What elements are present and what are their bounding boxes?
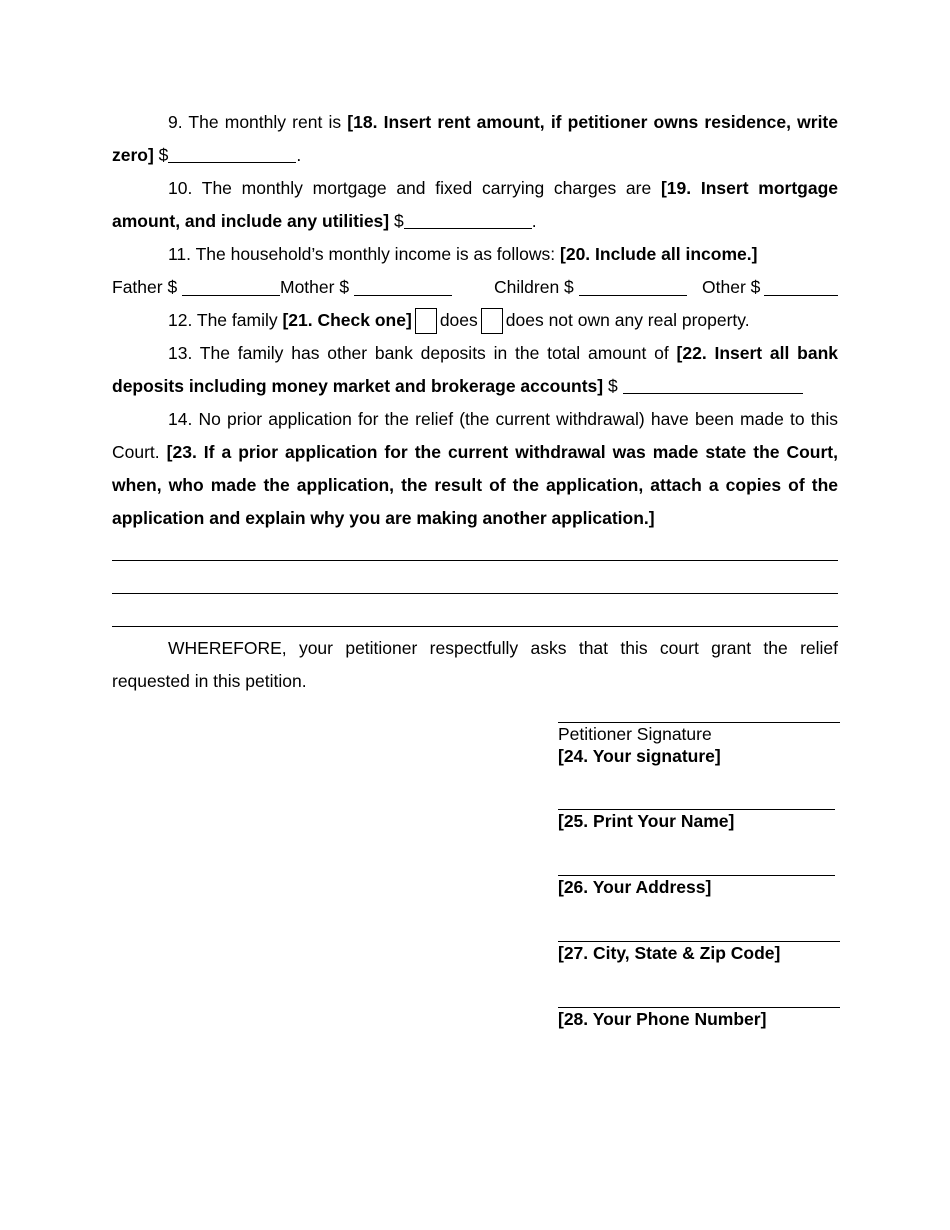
does-checkbox[interactable]: [415, 308, 437, 334]
income-row: [112, 271, 838, 304]
address-field-label: [26. Your Address]: [558, 877, 712, 897]
wherefore-block: [112, 632, 838, 698]
paragraph-13: 13. The family has other bank deposits in the total amount of [22. Insert all bank deposits including money market and brokerage accounts] $: [112, 343, 839, 396]
signature-field-label: [24. Your signature]: [558, 746, 721, 766]
signature-label: Petitioner Signature: [558, 724, 712, 744]
mother-income-label: Mother $: [280, 277, 350, 297]
wherefore-paragraph: WHEREFORE, your petitioner respectfully asks that this court grant the relief requested in this petition.: [112, 638, 838, 691]
other-income-blank[interactable]: [764, 278, 838, 296]
prior-application-line-1[interactable]: [112, 560, 838, 561]
other-income-label: Other $: [702, 277, 761, 297]
father-income-blank[interactable]: [182, 278, 280, 296]
father-income-label: Father $: [112, 277, 178, 297]
paragraph-12: 12. The family [21. Check one] does does not own any real property.: [112, 304, 838, 337]
paragraph-11: 11. The household’s monthly income is as follows: [20. Include all income.]: [168, 244, 758, 264]
name-block: [558, 809, 835, 832]
does-not-checkbox[interactable]: [481, 308, 503, 334]
city-block: [558, 941, 840, 964]
name-field-label: [25. Print Your Name]: [558, 811, 735, 831]
bank-deposits-blank[interactable]: [623, 376, 803, 394]
signature-block: [558, 722, 840, 767]
mother-income-blank[interactable]: [354, 278, 452, 296]
paragraph-9: 9. The monthly rent is [18. Insert rent amount, if petitioner owns residence, write zero] $ .: [112, 112, 838, 165]
address-block: [558, 875, 835, 898]
paragraph-10: 10. The monthly mortgage and fixed carrying charges are [19. Insert mortgage amount, and include any utilities] $ .: [112, 178, 838, 231]
children-income-label: Children $: [494, 277, 574, 297]
children-income-blank[interactable]: [579, 278, 687, 296]
mortgage-amount-blank[interactable]: [404, 211, 532, 229]
prior-application-line-2[interactable]: [112, 593, 838, 594]
rent-amount-blank[interactable]: [168, 145, 296, 163]
paragraph-14: 14. No prior application for the relief (the current withdrawal) have been made to this Court. [23. If a prior application for the current withdrawal was made state the Court, when, who made the application, the result of the application, attach a copies of the application and explain why you are making another application.]: [112, 409, 838, 528]
phone-field-label: [28. Your Phone Number]: [558, 1009, 767, 1029]
prior-application-line-3[interactable]: [112, 626, 838, 627]
document-body: [112, 106, 838, 535]
phone-block: [558, 1007, 840, 1030]
city-field-label: [27. City, State & Zip Code]: [558, 943, 781, 963]
